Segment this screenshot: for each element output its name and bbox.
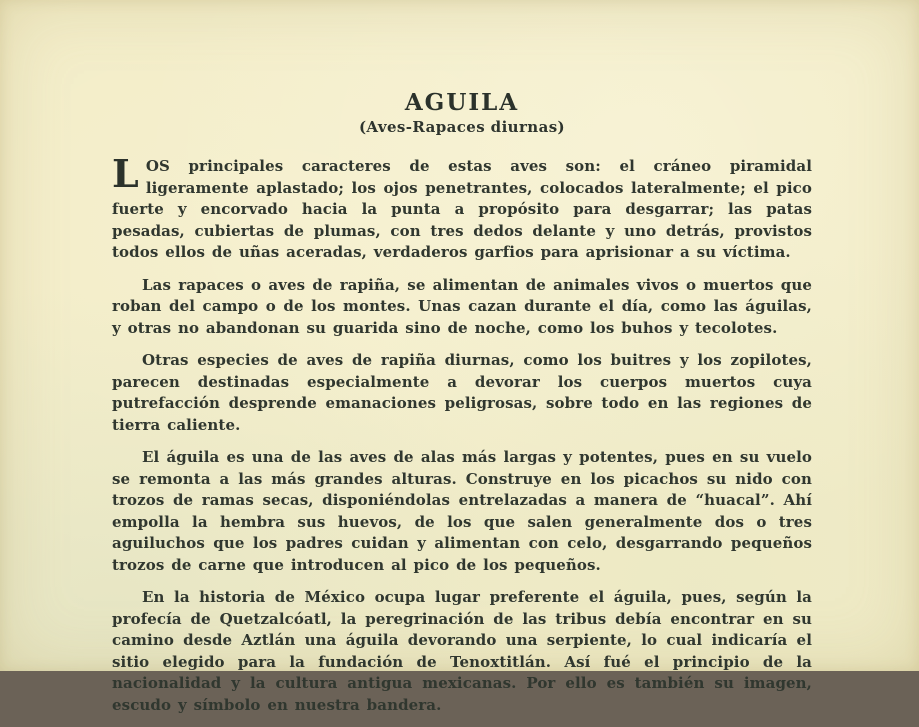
heading-block	[112, 90, 812, 138]
drop-cap: L	[112, 151, 139, 196]
page-title: AGUILA	[404, 89, 520, 116]
paragraph-text: OS principales caracteres de estas aves son: el cráneo piramidal ligeramente aplastado; los ojos penetrantes, colocados lateralmente; el pico fuerte y encorvado hacia la punta a propósito para desgarrar; las patas pesadas, cubiertas de plumas, con tres dedos delante y uno detrás, provistos todos ellos de uñas aceradas, verdaderos garfios para aprisionar a su víctima.	[112, 157, 812, 261]
paragraph: Las rapaces o aves de rapiña, se alimentan de animales vivos o muertos que roban del campo o de los montes. Unas cazan durante el día, como las águilas, y otras no abandonan su guarida sino de noche, como los buhos y tecolotes.	[112, 275, 812, 337]
paragraph: El águila es una de las aves de alas más largas y potentes, pues en su vuelo se remonta a las más grandes alturas. Construye en los picachos su nido con trozos de ramas secas, disponiéndolas entrelazadas a manera de “huacal”. Ahí empolla la hembra sus huevos, de los que salen generalmente dos o tres aguiluchos que los padres cuidan y alimentan con celo, desgarrando pequeños trozos de carne que introducen al pico de los pequeños.	[112, 448, 812, 574]
body-text	[112, 151, 812, 716]
paragraph: Otras especies de aves de rapiña diurnas, como los buitres y los zopilotes, parecen destinadas especialmente a devorar los cuerpos muertos cuya putrefacción desprende emanaciones peligrosas, sobre todo en las regiones de tierra caliente.	[112, 351, 812, 434]
page-content	[112, 90, 812, 727]
paragraph	[112, 151, 812, 264]
page-subtitle: (Aves-Rapaces diurnas)	[358, 118, 566, 136]
paragraph: En la historia de México ocupa lugar preferente el águila, pues, según la profecía de Quetzalcóatl, la peregrinación de las tribus debía encontrar en su camino desde Aztlán una águila devorando una serpiente, lo cual indicaría el sitio elegido para la fundación de Tenoxtitlán. Así fué el principio de la nacionalidad y la cultura antigua mexicanas. Por ello es también su imagen, escudo y símbolo en nuestra bandera.	[112, 588, 812, 714]
